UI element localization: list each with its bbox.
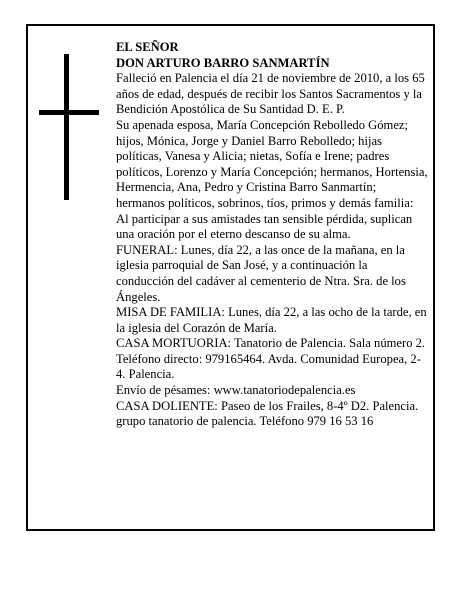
latin-cross-icon [39, 54, 99, 200]
notice-title-name: DON ARTURO BARRO SANMARTÍN [116, 55, 330, 70]
family-list: Su apenada esposa, María Concepción Rebolledo Gómez; hijos, Mónica, Jorge y Daniel Barro Rebolledo; hijas políticas, Vanesa y Alicia; nietas, Sofía e Irene; padres políticos, Lorenzo y María Concepción; hermanos, Hortensia, Hermencia, Ana, Pedro y Cristina Barro Sanmartín; hermanos políticos, sobrinos, tíos, primos y demás familia: [116, 117, 428, 210]
cross-horizontal-bar [39, 110, 99, 115]
family-mass-info: MISA DE FAMILIA: Lunes, día 22, a las ocho de la tarde, en la iglesia del Corazón de María. [116, 305, 427, 335]
prayer-request: Al participar a sus amistades tan sensible pérdida, suplican una oración por el eterno descanso de su alma. [116, 211, 413, 242]
death-announcement: Falleció en Palencia el día 21 de noviembre de 2010, a los 65 años de edad, después de recibir los Santos Sacramentos y la Bendición Apostólica de Su Santidad D. E. P. [116, 71, 425, 117]
obituary-notice [26, 24, 435, 531]
mortuary-info: CASA MORTUORIA: Tanatorio de Palencia. Sala número 2. Teléfono directo: 979165464. Avda. Comunidad Europea, 2-4. Palencia. [116, 336, 426, 382]
mourning-house-info: CASA DOLIENTE: Paseo de los Frailes, 8-4º D2. Palencia. [116, 398, 419, 413]
condolences-website: Envío de pésames: www.tanatoriodepalencia.es [116, 383, 356, 398]
funeral-info: FUNERAL: Lunes, día 22, a las once de la mañana, en la iglesia parroquial de San José, y a continuación la conducción del cadáver al cementerio de Ntra. Sra. de los Ángeles. [116, 242, 406, 304]
funeral-home-contact: grupo tanatorio de palencia. Teléfono 979 16 53 16 [116, 414, 374, 429]
notice-text [116, 40, 428, 430]
cross-vertical-bar [64, 54, 69, 200]
notice-title-line1: EL SEÑOR [116, 40, 179, 54]
